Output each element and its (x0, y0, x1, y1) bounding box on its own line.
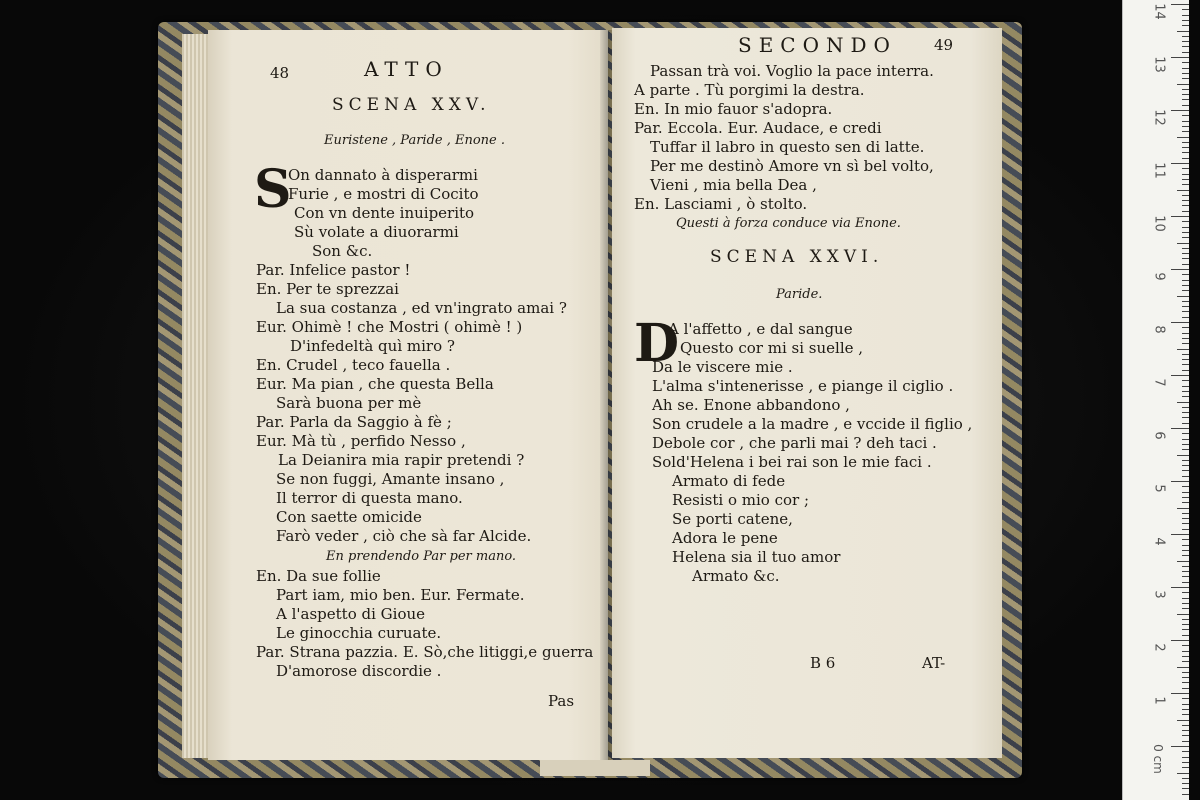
ruler-tick (1177, 349, 1189, 350)
ruler-tick (1182, 725, 1189, 726)
catchword-right: AT- (922, 654, 946, 672)
ruler-tick (1182, 131, 1189, 132)
ruler-tick (1171, 4, 1189, 5)
ruler-tick (1182, 168, 1189, 169)
right-page (612, 28, 1002, 758)
text-line: Resisti o mio cor ; (672, 491, 809, 509)
ruler-tick (1171, 746, 1189, 747)
ruler-tick (1182, 497, 1189, 498)
ruler-tick (1177, 455, 1189, 456)
ruler-tick (1182, 253, 1189, 254)
ruler-tick (1182, 285, 1189, 286)
text-line: Debole cor , che parli mai ? deh taci . (652, 434, 937, 452)
ruler-tick (1171, 322, 1189, 323)
ruler-tick (1182, 99, 1189, 100)
ruler-unit: 0 cm (1150, 744, 1165, 774)
text-line: L'alma s'intenerisse , e piange il ciglio . (652, 377, 954, 395)
ruler-tick (1182, 126, 1189, 127)
measurement-ruler (1122, 0, 1189, 800)
text-line: En. In mio fauor s'adopra. (634, 100, 833, 118)
scene-characters-right: Paride. (776, 287, 823, 302)
ruler-tick (1182, 555, 1189, 556)
ruler-tick (1182, 264, 1189, 265)
ruler-tick (1182, 78, 1189, 79)
text-line: Da le viscere mie . (652, 358, 793, 376)
ruler-tick (1177, 508, 1189, 509)
ruler-tick (1182, 735, 1189, 736)
text-line: Se non fuggi, Amante insano , (276, 470, 505, 488)
ruler-tick (1182, 751, 1189, 752)
ruler-tick (1177, 31, 1189, 32)
text-line: En. Lasciami , ò stolto. (634, 195, 808, 213)
ruler-tick (1182, 227, 1189, 228)
ruler-tick (1182, 624, 1189, 625)
ruler-tick (1171, 428, 1189, 429)
text-line: La Deianira mia rapir pretendi ? (278, 451, 525, 469)
ruler-tick (1182, 794, 1189, 795)
ruler-tick (1182, 571, 1189, 572)
ruler-tick (1182, 237, 1189, 238)
ruler-tick (1182, 783, 1189, 784)
ruler-tick (1182, 788, 1189, 789)
text-line: Son crudele a la madre , e vccide il figlio , (652, 415, 973, 433)
ruler-tick (1182, 306, 1189, 307)
ruler-number: 2 (1151, 643, 1167, 652)
ruler-tick (1182, 645, 1189, 646)
text-line: En. Da sue follie (256, 567, 381, 585)
ruler-tick (1182, 539, 1189, 540)
ruler-tick (1171, 57, 1189, 58)
ruler-tick (1171, 693, 1189, 694)
ruler-tick (1182, 354, 1189, 355)
ruler-tick (1182, 211, 1189, 212)
ruler-tick (1182, 629, 1189, 630)
ruler-tick (1182, 513, 1189, 514)
ruler-number: 7 (1151, 378, 1167, 387)
scene-title-xxvi: SCENA XXVI. (710, 247, 884, 267)
ruler-number: 3 (1151, 590, 1167, 599)
ruler-tick (1182, 582, 1189, 583)
ruler-tick (1182, 105, 1189, 106)
ruler-tick (1182, 518, 1189, 519)
text-line: Adora le pene (672, 529, 778, 547)
ruler-tick (1182, 274, 1189, 275)
ruler-number: 6 (1151, 431, 1167, 440)
ruler-tick (1182, 423, 1189, 424)
running-head-left: ATTO (364, 57, 449, 81)
ruler-number: 11 (1151, 162, 1167, 179)
text-line: D'infedeltà quì miro ? (290, 337, 455, 355)
text-line: Armato di fede (672, 472, 786, 490)
ruler-tick (1182, 412, 1189, 413)
ruler-number: 14 (1151, 3, 1167, 20)
ruler-tick (1182, 301, 1189, 302)
scene-title-xxv: SCENA XXV. (332, 95, 491, 115)
ruler-tick (1171, 375, 1189, 376)
text-line: En. Per te sprezzai (256, 280, 399, 298)
text-line: Par. Eccola. Eur. Audace, e credi (634, 119, 882, 137)
ruler-tick (1182, 121, 1189, 122)
ruler-tick (1182, 391, 1189, 392)
page-edges (182, 34, 208, 758)
ruler-tick (1182, 36, 1189, 37)
ruler-tick (1177, 614, 1189, 615)
ruler-tick (1182, 62, 1189, 63)
ruler-tick (1177, 137, 1189, 138)
text-line: Sù volate a diuorarmi (294, 223, 459, 241)
ruler-tick (1171, 216, 1189, 217)
ruler-tick (1182, 396, 1189, 397)
ruler-tick (1182, 333, 1189, 334)
text-line: Le ginocchia curuate. (276, 624, 442, 642)
ruler-tick (1182, 704, 1189, 705)
text-line: Questo cor mi si suelle , (680, 339, 864, 357)
ruler-tick (1182, 46, 1189, 47)
ruler-tick (1182, 444, 1189, 445)
ruler-tick (1182, 311, 1189, 312)
ruler-tick (1182, 52, 1189, 53)
text-line: Ah se. Enone abbandono , (652, 396, 850, 414)
text-line: Vieni , mia bella Dea , (650, 176, 817, 194)
ruler-tick (1182, 89, 1189, 90)
ruler-tick (1182, 762, 1189, 763)
ruler-tick (1182, 205, 1189, 206)
text-line: Par. Strana pazzia. E. Sò,che litiggi,e guerra (256, 643, 594, 661)
ruler-tick (1182, 651, 1189, 652)
ruler-tick (1182, 158, 1189, 159)
ruler-tick (1177, 190, 1189, 191)
drop-cap-d: D (634, 313, 680, 374)
ruler-tick (1182, 290, 1189, 291)
text-line: A l'aspetto di Gioue (276, 605, 426, 623)
ruler-tick (1182, 370, 1189, 371)
text-line: En. Crudel , teco fauella . (256, 356, 451, 374)
ruler-tick (1182, 714, 1189, 715)
ruler-tick (1182, 68, 1189, 69)
ruler-tick (1182, 476, 1189, 477)
ruler-tick (1182, 492, 1189, 493)
ruler-tick (1182, 603, 1189, 604)
ruler-tick (1182, 73, 1189, 74)
ruler-number: 4 (1151, 537, 1167, 546)
ruler-tick (1182, 672, 1189, 673)
text-line: Sold'Helena i bei rai son le mie faci . (652, 453, 932, 471)
ruler-tick (1182, 15, 1189, 16)
text-line: Son &c. (312, 242, 373, 260)
text-line: Tuffar il labro in questo sen di latte. (650, 138, 925, 156)
ruler-tick (1182, 343, 1189, 344)
ruler-tick (1182, 449, 1189, 450)
ruler-tick (1182, 20, 1189, 21)
ruler-tick (1182, 502, 1189, 503)
ruler-number: 10 (1151, 215, 1167, 232)
text-line: Part iam, mio ben. Eur. Fermate. (276, 586, 525, 604)
ruler-number: 13 (1151, 56, 1167, 73)
left-page (208, 30, 608, 760)
ruler-tick (1182, 248, 1189, 249)
ruler-tick (1182, 470, 1189, 471)
ruler-tick (1182, 433, 1189, 434)
ruler-tick (1171, 481, 1189, 482)
text-line: Eur. Ohimè ! che Mostri ( ohimè ! ) (256, 318, 523, 336)
ruler-tick (1182, 635, 1189, 636)
stage-direction: En prendendo Par per mano. (326, 549, 517, 564)
signature-mark: B 6 (810, 654, 836, 672)
ruler-tick (1182, 730, 1189, 731)
ruler-tick (1182, 545, 1189, 546)
ruler-tick (1182, 94, 1189, 95)
scene-characters-left: Euristene , Paride , Enone . (324, 133, 506, 148)
ruler-tick (1171, 163, 1189, 164)
ruler-tick (1182, 152, 1189, 153)
ruler-tick (1177, 243, 1189, 244)
ruler-tick (1182, 677, 1189, 678)
ruler-tick (1182, 174, 1189, 175)
ruler-tick (1182, 757, 1189, 758)
ruler-tick (1182, 200, 1189, 201)
ruler-tick (1177, 84, 1189, 85)
ruler-tick (1182, 9, 1189, 10)
ruler-tick (1177, 773, 1189, 774)
text-line: On dannato à disperarmi (288, 166, 478, 184)
text-line: Helena sia il tuo amor (672, 548, 841, 566)
drop-cap-s: S (254, 159, 292, 220)
ruler-number: 8 (1151, 325, 1167, 334)
text-line: D'amorose discordie . (276, 662, 442, 680)
stage-direction: Questi à forza conduce via Enone. (676, 216, 901, 231)
ruler-tick (1182, 142, 1189, 143)
ruler-tick (1182, 656, 1189, 657)
ruler-tick (1171, 269, 1189, 270)
ruler-tick (1182, 195, 1189, 196)
ruler-tick (1182, 25, 1189, 26)
text-line: Con vn dente inuiperito (294, 204, 475, 222)
text-line: Con saette omicide (276, 508, 422, 526)
ruler-number: 12 (1151, 109, 1167, 126)
ruler-tick (1182, 592, 1189, 593)
ruler-tick (1182, 741, 1189, 742)
ruler-tick (1182, 179, 1189, 180)
text-line: A l'affetto , e dal sangue (668, 320, 853, 338)
ruler-tick (1182, 327, 1189, 328)
ruler-tick (1177, 667, 1189, 668)
ruler-tick (1182, 364, 1189, 365)
ruler-number: 1 (1151, 696, 1167, 705)
text-line: Furie , e mostri di Cocito (288, 185, 479, 203)
ruler-tick (1182, 184, 1189, 185)
ruler-tick (1171, 587, 1189, 588)
ruler-tick (1182, 576, 1189, 577)
ruler-tick (1182, 619, 1189, 620)
ruler-tick (1182, 778, 1189, 779)
ruler-tick (1182, 661, 1189, 662)
catchword-left: Pas (548, 692, 575, 710)
ruler-tick (1182, 221, 1189, 222)
ruler-tick (1182, 688, 1189, 689)
ruler-tick (1182, 486, 1189, 487)
text-line: Per me destinò Amore vn sì bel volto, (650, 157, 934, 175)
ruler-tick (1182, 709, 1189, 710)
binding-spine (540, 760, 650, 776)
ruler-tick (1182, 460, 1189, 461)
ruler-tick (1182, 115, 1189, 116)
ruler-tick (1182, 359, 1189, 360)
text-line: Eur. Mà tù , perfido Nesso , (256, 432, 466, 450)
ruler-tick (1171, 640, 1189, 641)
ruler-tick (1182, 417, 1189, 418)
ruler-tick (1177, 720, 1189, 721)
ruler-tick (1182, 529, 1189, 530)
ruler-tick (1171, 110, 1189, 111)
page-number-left: 48 (270, 64, 290, 82)
ruler-tick (1182, 386, 1189, 387)
text-line: La sua costanza , ed vn'ingrato amai ? (276, 299, 567, 317)
ruler-tick (1182, 407, 1189, 408)
ruler-tick (1182, 523, 1189, 524)
ruler-tick (1182, 682, 1189, 683)
ruler-tick (1182, 566, 1189, 567)
ruler-tick (1177, 561, 1189, 562)
running-head-right: SECONDO (738, 33, 897, 57)
ruler-tick (1182, 698, 1189, 699)
text-line: Se porti catene, (672, 510, 793, 528)
page-number-right: 49 (934, 36, 954, 54)
text-line: Passan trà voi. Voglio la pace interra. (650, 62, 934, 80)
ruler-number: 9 (1151, 272, 1167, 281)
text-line: Armato &c. (692, 567, 780, 585)
text-line: Eur. Ma pian , che questa Bella (256, 375, 494, 393)
ruler-tick (1177, 296, 1189, 297)
ruler-tick (1182, 465, 1189, 466)
text-line: Il terror di questa mano. (276, 489, 463, 507)
ruler-tick (1182, 380, 1189, 381)
ruler-tick (1182, 258, 1189, 259)
ruler-tick (1182, 41, 1189, 42)
ruler-tick (1182, 767, 1189, 768)
text-line: A parte . Tù porgimi la destra. (634, 81, 865, 99)
ruler-tick (1182, 317, 1189, 318)
text-line: Par. Infelice pastor ! (256, 261, 411, 279)
ruler-number: 5 (1151, 484, 1167, 493)
ruler-tick (1182, 338, 1189, 339)
ruler-tick (1182, 598, 1189, 599)
ruler-tick (1182, 280, 1189, 281)
ruler-tick (1171, 534, 1189, 535)
ruler-tick (1182, 232, 1189, 233)
ruler-tick (1182, 550, 1189, 551)
text-line: Par. Parla da Saggio à fè ; (256, 413, 452, 431)
ruler-tick (1177, 402, 1189, 403)
text-line: Sarà buona per mè (276, 394, 422, 412)
ruler-tick (1182, 608, 1189, 609)
ruler-tick (1182, 147, 1189, 148)
ruler-tick (1182, 439, 1189, 440)
text-line: Farò veder , ciò che sà far Alcide. (276, 527, 532, 545)
